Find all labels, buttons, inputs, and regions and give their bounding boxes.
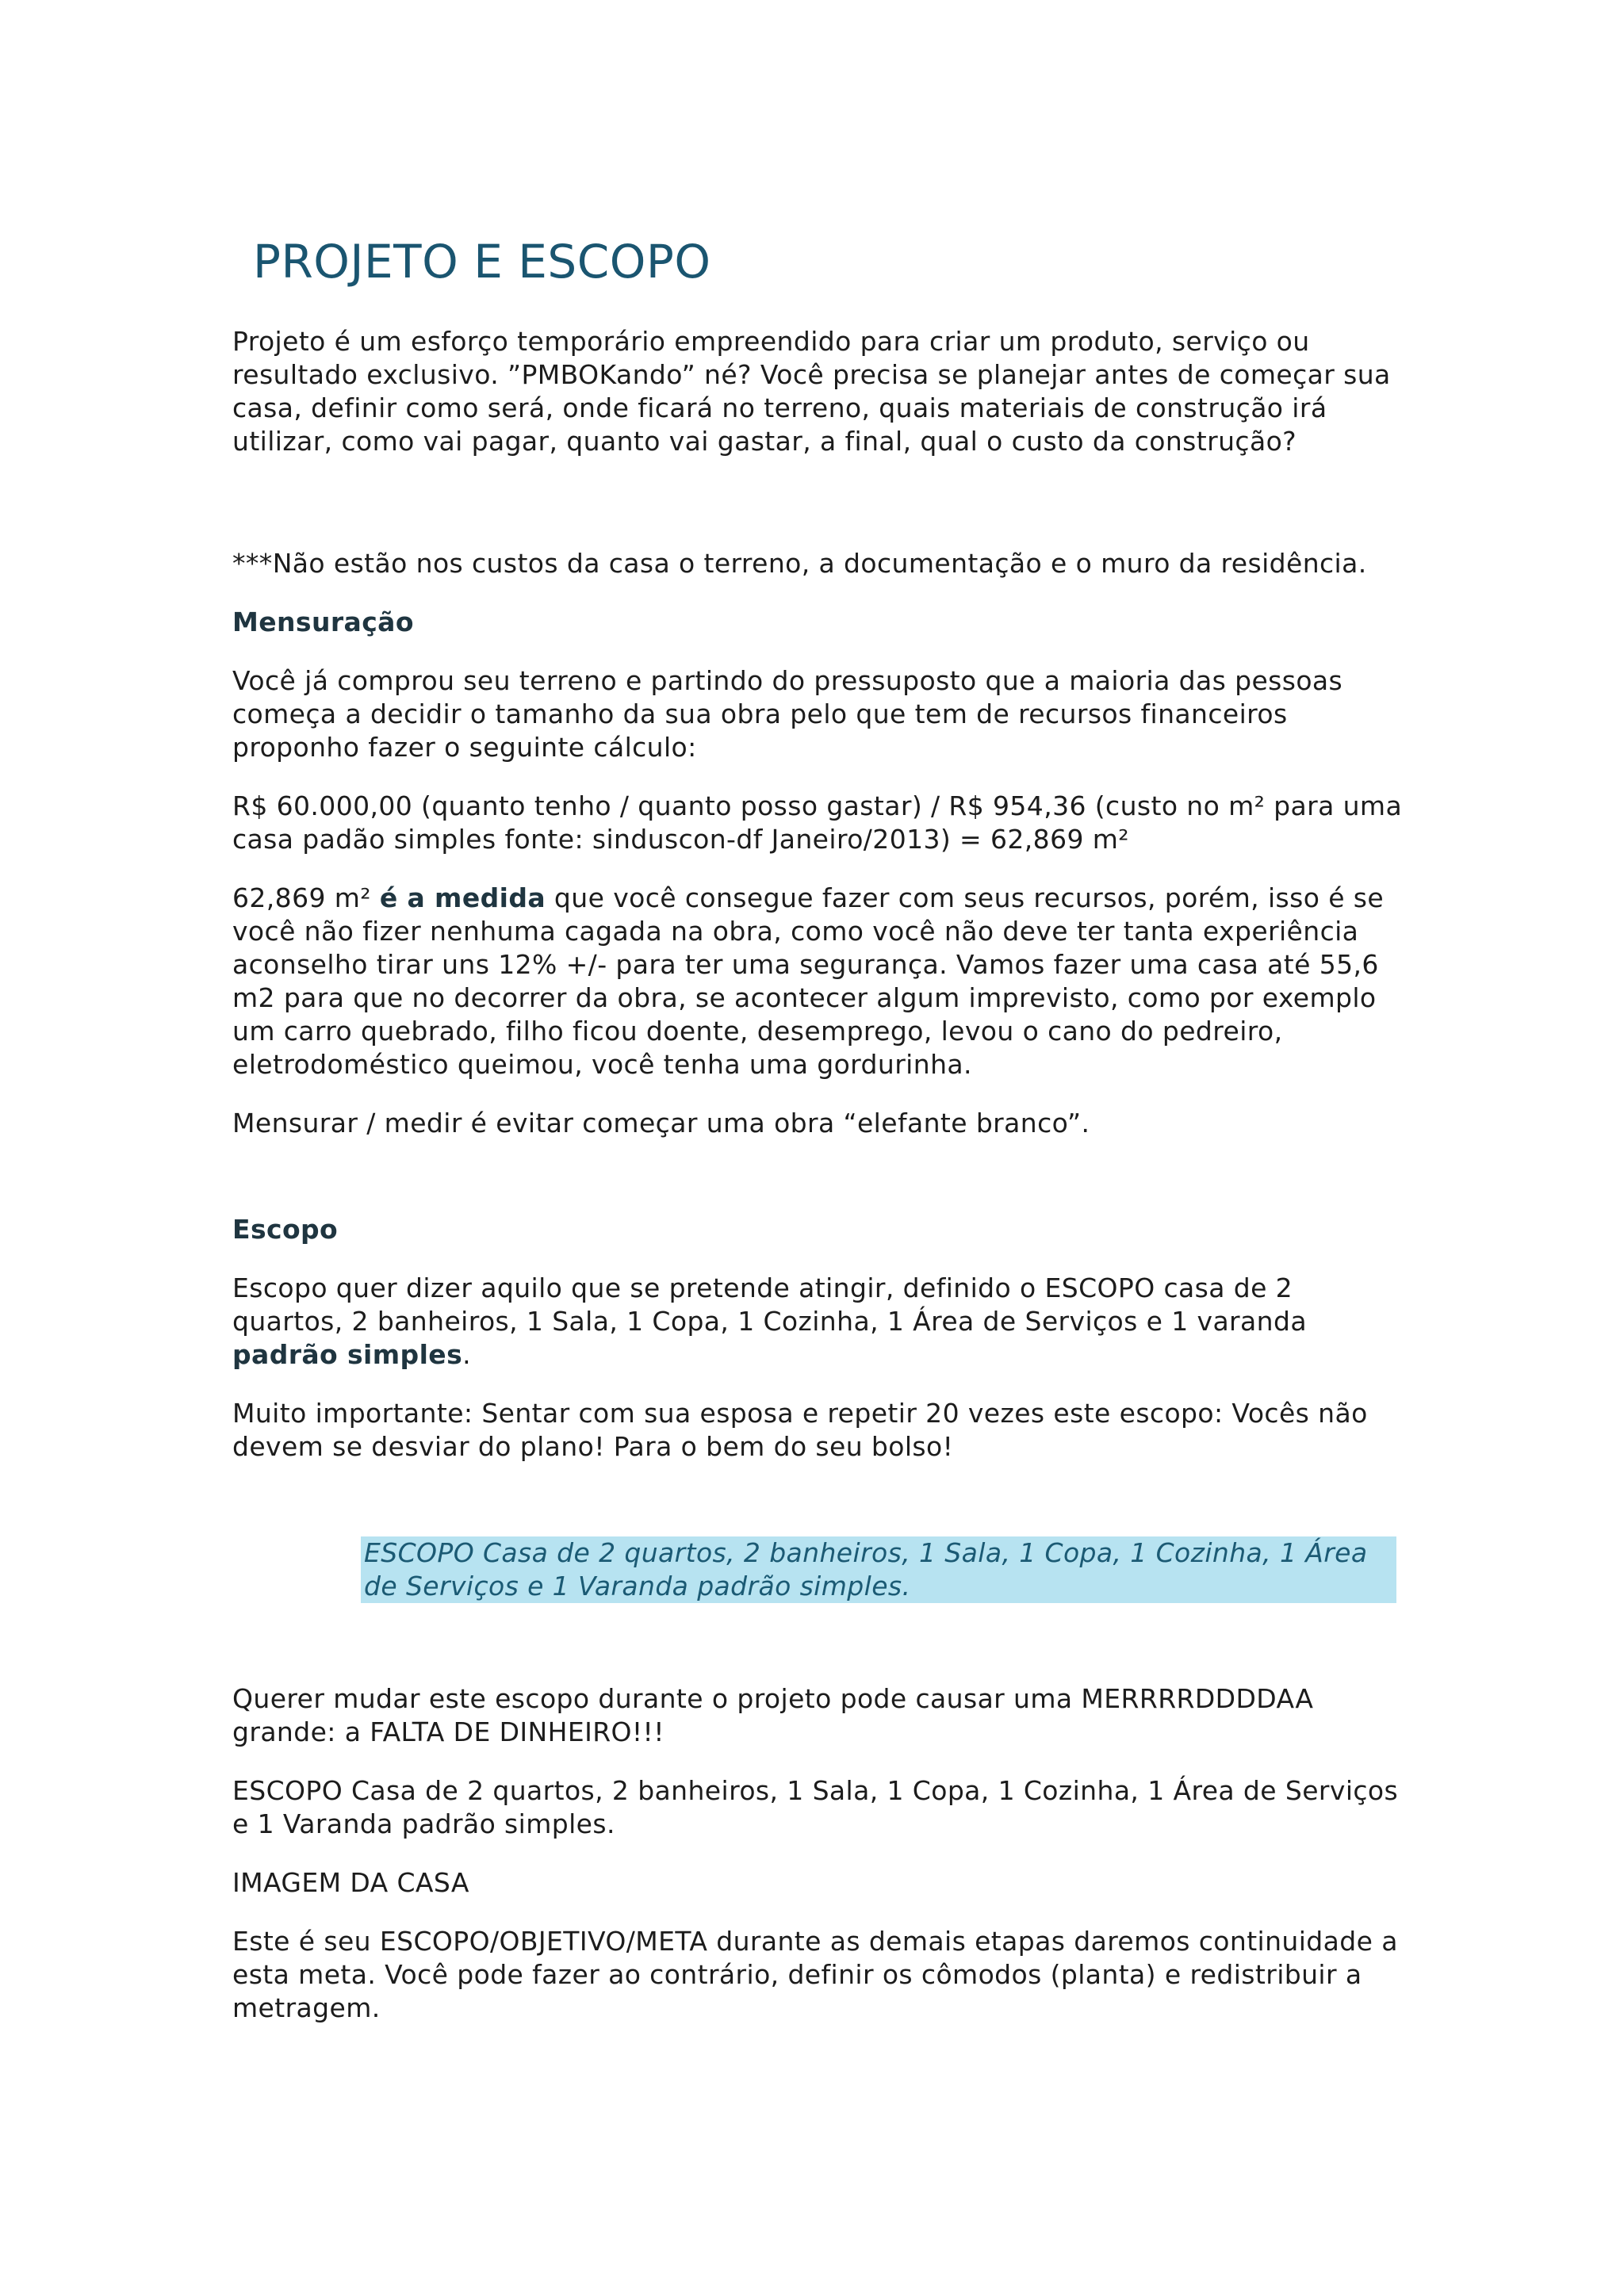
spacer: [232, 484, 1406, 547]
bold-text: padrão simples: [232, 1339, 463, 1370]
escopo-paragraph-4: ESCOPO Casa de 2 quartos, 2 banheiros, 1 Sala, 1 Copa, 1 Cozinha, 1 Área de Serviços e 1 Varanda padrão simples.: [232, 1775, 1399, 1839]
spacer: [232, 1489, 1406, 1536]
escopo-paragraph-3: Querer mudar este escopo durante o projeto pode causar uma MERRRRDDDDAA grande: a FALTA DE DINHEIRO!!!: [232, 1683, 1314, 1747]
bold-text: é a medida: [379, 882, 546, 913]
intro-paragraph: Projeto é um esforço temporário empreendido para criar um produto, serviço ou resultado exclusivo. ”PMBOKando” né? Você precisa se planejar antes de começar sua casa, definir como será, onde ficará no terreno, quais materiais de construção irá utilizar, como vai pagar, quanto vai gastar, a final, qual o custo da construção?: [232, 326, 1391, 457]
mensuracao-paragraph-4: Mensurar / medir é evitar começar uma obra “elefante branco”.: [232, 1108, 1090, 1138]
escopo-paragraph-1: [232, 1272, 1406, 1372]
mensuracao-paragraph-3: [232, 882, 1406, 1081]
spacer: [232, 1603, 1406, 1682]
text-span: que você consegue fazer com seus recursos, porém, isso é se você não fizer nenhuma cagada na obra, como você não deve ter tanta experiência aconselho tirar uns 12% +/- para ter uma segurança. Vamos fazer uma casa até 55,6 m2 para que no decorrer da obra, se acontecer algum imprevisto, como por exemplo um carro quebrado, filho ficou doente, desemprego, levou o cano do pedreiro, eletrodoméstico queimou, você tenha uma gordurinha.: [232, 882, 1385, 1080]
escopo-highlight-box: ESCOPO Casa de 2 quartos, 2 banheiros, 1 Sala, 1 Copa, 1 Cozinha, 1 Área de Serviços e 1 Varanda padrão simples.: [361, 1536, 1396, 1603]
document-page: [232, 230, 1406, 2050]
mensuracao-paragraph-1: Você já comprou seu terreno e partindo do pressuposto que a maioria das pessoas começa a decidir o tamanho da sua obra pelo que tem de recursos financeiros proponho fazer o seguinte cálculo:: [232, 665, 1343, 763]
section-heading-escopo: Escopo: [232, 1214, 339, 1245]
text-span: Escopo quer dizer aquilo que se pretende atingir, definido o ESCOPO casa de 2 quartos, 2 banheiros, 1 Sala, 1 Copa, 1 Cozinha, 1 Área de Serviços e 1 varanda: [232, 1272, 1307, 1337]
image-placeholder-label: IMAGEM DA CASA: [232, 1867, 469, 1898]
section-heading-mensuracao: Mensuração: [232, 607, 414, 637]
text-span: .: [462, 1339, 472, 1370]
page-title: PROJETO E ESCOPO: [253, 235, 711, 289]
spacer: [232, 1165, 1406, 1213]
note-paragraph: ***Não estão nos custos da casa o terreno, a documentação e o muro da residência.: [232, 548, 1367, 579]
mensuracao-calculation: R$ 60.000,00 (quanto tenho / quanto posso gastar) / R$ 954,36 (custo no m² para uma casa padão simples fonte: sinduscon-df Janeiro/2013) = 62,869 m²: [232, 790, 1403, 855]
text-span: 62,869 m²: [232, 882, 380, 913]
escopo-paragraph-6: Este é seu ESCOPO/OBJETIVO/META durante as demais etapas daremos continuidade a esta meta. Você pode fazer ao contrário, definir os cômodos (planta) e redistribuir a metragem.: [232, 1926, 1398, 2023]
escopo-paragraph-2: Muito importante: Sentar com sua esposa e repetir 20 vezes este escopo: Vocês não devem se desviar do plano! Para o bem do seu bolso!: [232, 1398, 1368, 1462]
